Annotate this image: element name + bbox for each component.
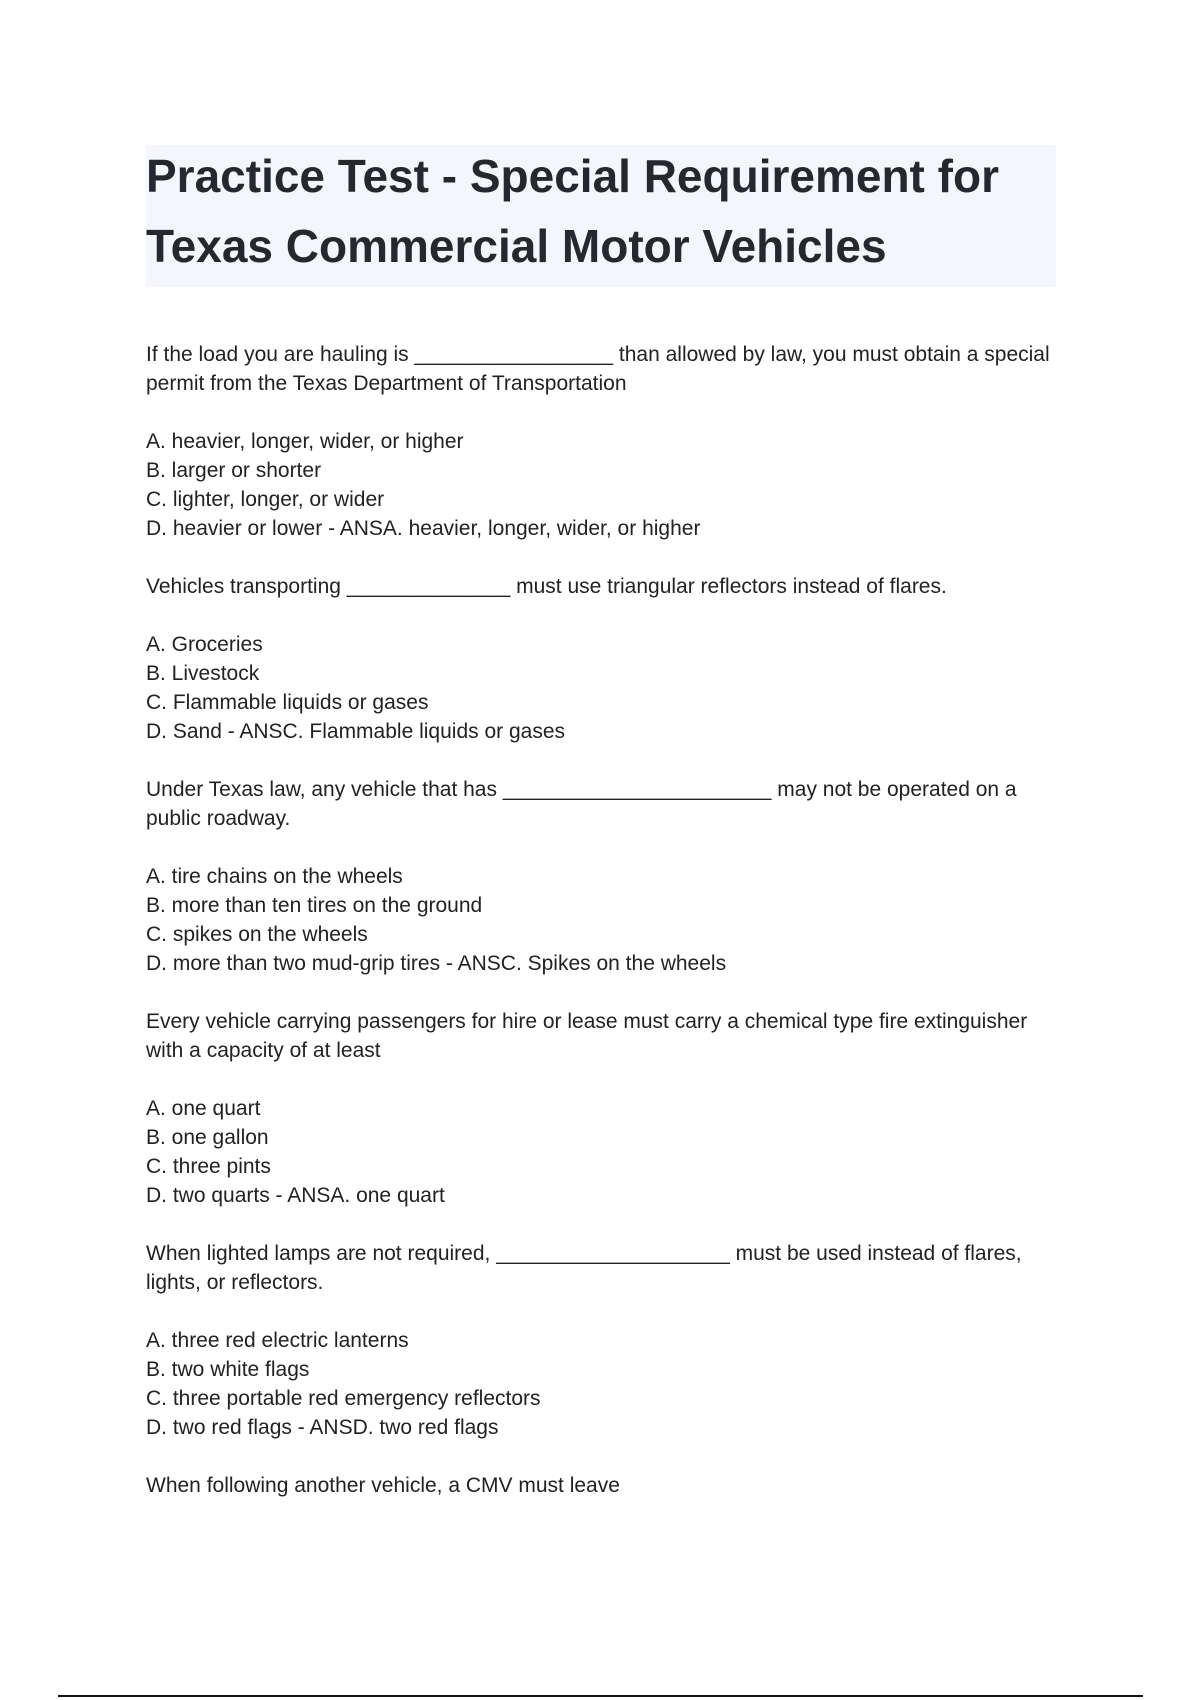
question-5-option-a: A. three red electric lanterns xyxy=(146,1329,409,1352)
question-1-option-c: C. lighter, longer, or wider xyxy=(146,488,385,511)
question-5-option-b: B. two white flags xyxy=(146,1358,310,1381)
page-bottom-divider xyxy=(58,1695,1143,1697)
question-2-text: Vehicles transporting ______________ must use triangular reflectors instead of flares. xyxy=(146,575,947,598)
question-5-text: When lighted lamps are not required, ____________________ must be used instead of flares, lights, or reflectors. xyxy=(146,1242,1022,1294)
question-2-options xyxy=(146,630,1066,746)
question-3-options xyxy=(146,862,1066,978)
question-1-option-b: B. larger or shorter xyxy=(146,459,322,482)
question-3-option-c: C. spikes on the wheels xyxy=(146,923,368,946)
question-3-text: Under Texas law, any vehicle that has _______________________ may not be operated on a public roadway. xyxy=(146,778,1017,830)
question-4-option-d: D. two quarts - ANSA. one quart xyxy=(146,1184,445,1207)
question-2-option-a: A. Groceries xyxy=(146,633,263,656)
question-2-option-d: D. Sand - ANSC. Flammable liquids or gases xyxy=(146,720,566,743)
question-5-option-d: D. two red flags - ANSD. two red flags xyxy=(146,1416,499,1439)
question-2-option-b: B. Livestock xyxy=(146,662,260,685)
page-title-line-1: Practice Test - Special Requirement for xyxy=(146,150,999,202)
question-2-option-c: C. Flammable liquids or gases xyxy=(146,691,429,714)
question-6-text: When following another vehicle, a CMV must leave xyxy=(146,1474,620,1497)
question-3-option-d: D. more than two mud-grip tires - ANSC. Spikes on the wheels xyxy=(146,952,727,975)
question-4-option-a: A. one quart xyxy=(146,1097,261,1120)
question-1-option-a: A. heavier, longer, wider, or higher xyxy=(146,430,464,453)
title-block xyxy=(146,145,1056,287)
question-4-text: Every vehicle carrying passengers for hire or lease must carry a chemical type fire extinguisher with a capacity of at least xyxy=(146,1010,1028,1062)
question-1-text: If the load you are hauling is _________________ than allowed by law, you must obtain a special permit from the Texas Department of Transportation xyxy=(146,343,1050,395)
question-1-option-d: D. heavier or lower - ANSA. heavier, longer, wider, or higher xyxy=(146,517,701,540)
question-3-option-b: B. more than ten tires on the ground xyxy=(146,894,483,917)
question-3-option-a: A. tire chains on the wheels xyxy=(146,865,403,888)
question-list xyxy=(146,340,1066,1529)
question-4-option-b: B. one gallon xyxy=(146,1126,269,1149)
question-4-options xyxy=(146,1094,1066,1210)
question-5-options xyxy=(146,1326,1066,1442)
page-title-line-2: Texas Commercial Motor Vehicles xyxy=(146,220,887,272)
question-5-option-c: C. three portable red emergency reflectors xyxy=(146,1387,541,1410)
question-4-option-c: C. three pints xyxy=(146,1155,271,1178)
question-1-options xyxy=(146,427,1066,543)
